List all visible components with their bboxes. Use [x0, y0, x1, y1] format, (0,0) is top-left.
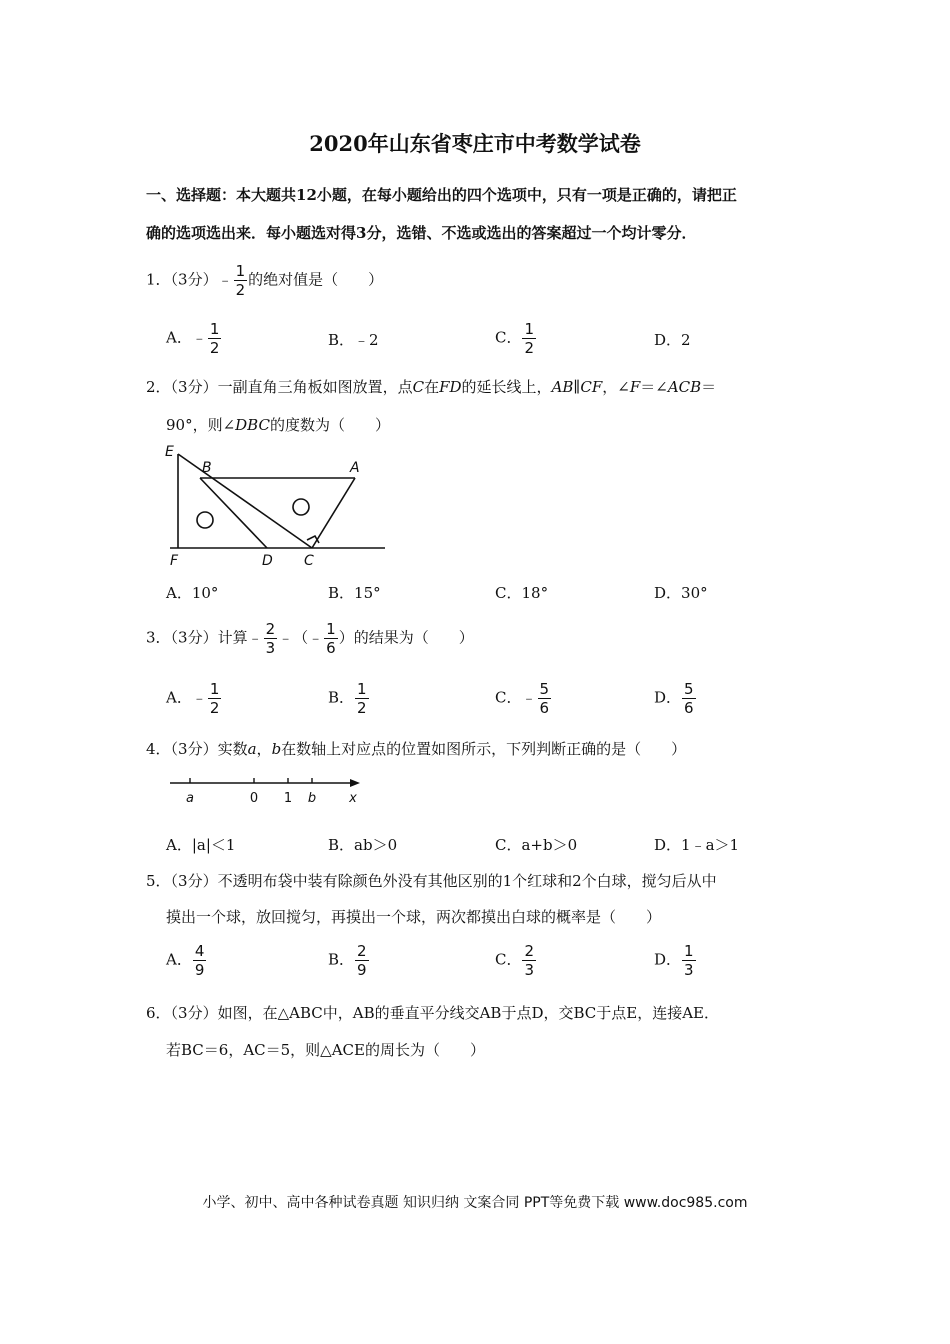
q5-option-d: D． $\frac{1}{3}$ — [654, 942, 694, 979]
q1-option-d: D．2 — [654, 331, 691, 349]
q3-option-a: A．﹣ $\frac{1}{2}$ — [166, 680, 220, 717]
label-one: 1 — [283, 791, 293, 806]
q3-option-c: C．﹣ $\frac{5}{6}$ — [495, 680, 550, 717]
label-a: a — [186, 791, 194, 806]
footer-watermark: 小学、初中、高中各种试卷真题 知识归纳 文案合同 PPT等免费下载 www.doc985.com — [202, 1195, 748, 1211]
page-title: 2020年山东省枣庄市中考数学试卷 — [309, 131, 641, 156]
q4-option-b: B．ab＞0 — [328, 836, 398, 854]
label-x: x — [349, 791, 357, 806]
section-heading-line2: 确的选项选出来．每小题选对得3分，选错、不选或选出的答案超过一个均计零分． — [146, 224, 697, 242]
q5-option-c: C． $\frac{2}{3}$ — [495, 942, 535, 979]
question-1-stem: 1．（3分）﹣ $\frac{1}{2}$ 的绝对值是（ ） — [146, 262, 384, 299]
q1-option-a: A．﹣ $\frac{1}{2}$ — [166, 320, 220, 357]
question-4-stem: 4．（3分）实数a，b在数轴上对应点的位置如图所示，下列判断正确的是（ ） — [146, 740, 687, 758]
q2-option-a: A．10° — [166, 584, 219, 602]
q1-option-b: B．﹣2 — [328, 331, 379, 349]
q4-option-a: A．|a|＜1 — [166, 836, 236, 854]
q3-option-d: D． $\frac{5}{6}$ — [654, 680, 694, 717]
question-6-stem-line2: 若BC＝6，AC＝5，则△ACE的周长为（ ） — [166, 1041, 485, 1059]
label-f: F — [170, 553, 179, 569]
label-e: E — [165, 444, 174, 460]
question-5-stem-line1: 5．（3分）不透明布袋中装有除颜色外没有其他区别的1个红球和2个白球，搅匀后从中 — [146, 872, 717, 890]
q4-option-c: C．a+b＞0 — [495, 836, 578, 854]
question-2-stem-line2: 90°，则∠DBC的度数为（ ） — [166, 416, 390, 434]
label-a: A — [350, 460, 360, 476]
label-d: D — [262, 553, 273, 569]
circle-right — [293, 499, 309, 515]
right-angle-mark — [307, 536, 319, 543]
triangle-set-figure — [160, 440, 390, 570]
arrow-head — [350, 779, 360, 787]
q5-option-b: B． $\frac{2}{9}$ — [328, 942, 367, 979]
label-zero: 0 — [249, 791, 259, 806]
segment-ac — [312, 478, 355, 548]
question-6-stem-line1: 6．（3分）如图，在△ABC中，AB的垂直平分线交AB于点D，交BC于点E，连接AE． — [146, 1004, 719, 1022]
segment-ec — [178, 454, 312, 548]
question-3-stem: 3．（3分）计算﹣ $\frac{2}{3}$ ﹣（﹣ $\frac{1}{6}$ ）的结果为（ ） — [146, 620, 474, 657]
q3-option-b: B． $\frac{1}{2}$ — [328, 680, 367, 717]
circle-left — [197, 512, 213, 528]
label-b: B — [202, 460, 212, 476]
q2-option-b: B．15° — [328, 584, 381, 602]
q1-option-c: C． $\frac{1}{2}$ — [495, 320, 535, 357]
q4-option-d: D．1﹣a＞1 — [654, 836, 740, 854]
q5-option-a: A． $\frac{4}{9}$ — [166, 942, 205, 979]
question-2-stem-line1: 2．（3分）一副直角三角板如图放置，点C在FD的延长线上，AB∥CF，∠F＝∠ACB＝ — [146, 378, 717, 396]
question-5-stem-line2: 摸出一个球，放回搅匀，再摸出一个球，两次都摸出白球的概率是（ ） — [166, 908, 662, 926]
label-c: C — [304, 553, 314, 569]
q2-option-d: D．30° — [654, 584, 708, 602]
label-b: b — [307, 791, 317, 806]
section-heading-line1: 一、选择题：本大题共12小题，在每小题给出的四个选项中，只有一项是正确的，请把正 — [146, 186, 737, 204]
q2-option-c: C．18° — [495, 584, 549, 602]
number-line-figure — [166, 774, 366, 808]
